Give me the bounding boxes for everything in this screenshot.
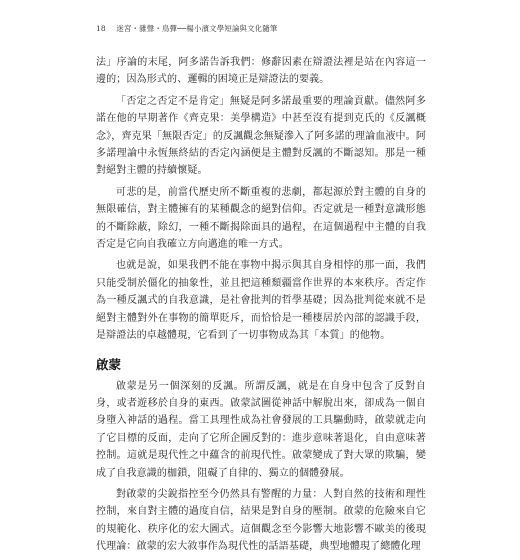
running-title: 迷宮・雜聲・鳥彈──楊小濱文學短論與文化隨筆 [116,24,278,33]
paragraph: 啟蒙是另一個深刻的反諷。所謂反諷，就是在自身中包含了反對自身，或者遊移於自身的東西。啟蒙試圖從神話中解脫出來，卻成為一個自身墮入神話的過程。當工具理性成為社會發展的工具驅動時，啟蒙就走向了它目標的反面，走向了它所企圖反對的：進步意味著退化，自由意味著控制。這就是現代性之中蘊含的前現代性。啟蒙變成了對大眾的欺騙，變成了自我意識的枷鎖，阻礙了自律的、獨立的個體發展。 [96,380,426,479]
section-heading: 啟蒙 [96,356,122,372]
page-number: 18 [96,24,106,33]
paragraph: 對啟蒙的尖銳指控至今仍然具有警醒的力量：人對自然的技術和理性控制，來自對主體的過度自信，結果是對自身的壓制。啟蒙的危險來自它的規範化、秩序化的宏大圖式。這個觀念至今影響大地影響不歐美的後現代理論：啟蒙的宏大敘事作為現代性的話語基礎，典型地體現了總體化理 [96,488,426,553]
paragraph: 也就是說，如果我們不能在事物中揭示與其自身相悖的那一面，我們只能受制於僵化的抽象性，並且把這種頹疆當作世界的本來秩序。否定作為一種反諷式的自我意識，是社會批判的哲學基礎；因為批判從來就不是絕對主體對外在事物的簡單貶斥，而恰恰是一種棲居於內部的認識手段，是辯證法的卓越體現，它看到了一切事物成為其「本質」的他物。 [96,260,426,342]
paragraph: 法」序論的末尾，阿多諾告訴我們：修辭因素在辯證法裡是站在內容這一邊的；因為形式的、邏輯的困境正是辯證法的要義。 [96,57,426,86]
page-body [96,54,426,560]
running-header [96,23,278,34]
paragraph: 可悲的是，前當代歷史所不斷重複的悲劇，都起源於對主體的自身的無限確信，對主體擁有的某種觀念的絕對信仰。否定就是一種對意識形態的不斷除蔽，除幻，一種不斷揭除面具的過程，在這個過程中主體的自我否定是它向自我確立方向邁進的唯一方式。 [96,186,426,251]
paragraph: 「否定之否定不是肯定」無疑是阿多諾最重要的理論貢獻。儘然阿多諾在他的早期著作《齊克果：美學構造》中甚至沒有提到克氏的《反諷概念》，齊克果「無限否定」的反諷觀念無疑滲入了阿多諾的理論血液中。阿多諾理論中永恆無終結的否定內涵便是主體對反諷的不斷認知。那是一種對絕對主體的持續懷疑。 [96,95,426,177]
